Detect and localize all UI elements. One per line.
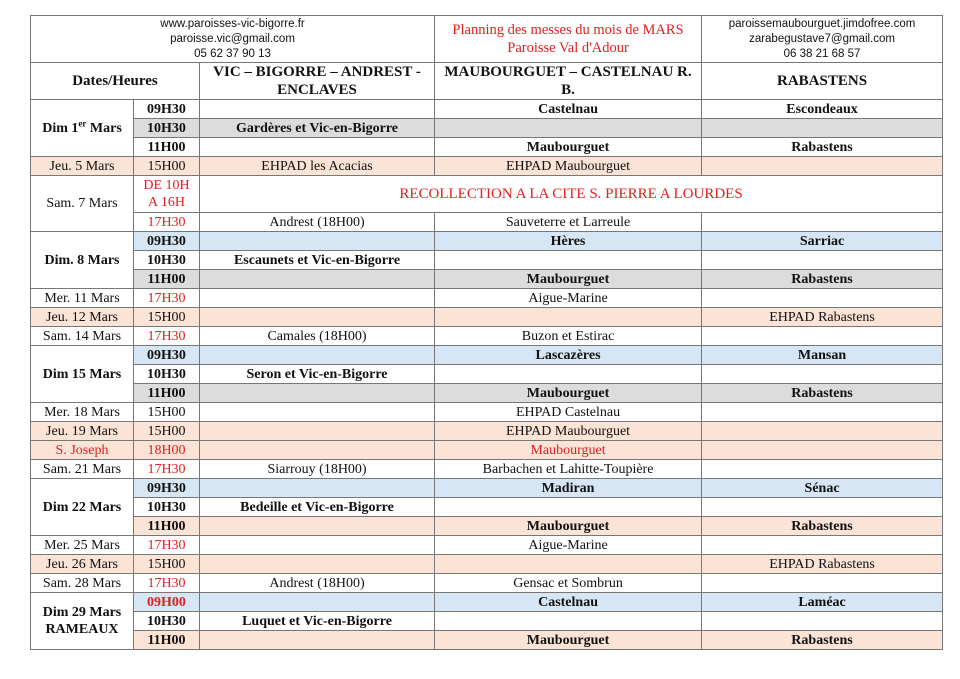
table-row bbox=[31, 232, 943, 251]
time-cell: 11H00 bbox=[134, 270, 200, 289]
vic-cell bbox=[200, 346, 435, 365]
vic-cell: Siarrouy (18H00) bbox=[200, 460, 435, 479]
rab-cell bbox=[702, 365, 943, 384]
vic-cell: Escaunets et Vic-en-Bigorre bbox=[200, 251, 435, 270]
time-cell: 11H00 bbox=[134, 631, 200, 650]
maubourguet-email-link[interactable]: zarabegustave7@gmail.com bbox=[749, 32, 895, 45]
rab-cell: Sarriac bbox=[702, 232, 943, 251]
vic-cell: Gardères et Vic-en-Bigorre bbox=[200, 119, 435, 138]
event-cell: RECOLLECTION A LA CITE S. PIERRE A LOURDES bbox=[200, 176, 943, 213]
vic-cell bbox=[200, 100, 435, 119]
date-cell: Dim 15 Mars bbox=[31, 346, 134, 403]
vic-cell: EHPAD les Acacias bbox=[200, 157, 435, 176]
col-header-dates: Dates/Heures bbox=[31, 63, 200, 100]
vic-cell bbox=[200, 138, 435, 157]
vic-cell bbox=[200, 479, 435, 498]
maubourguet-website-link[interactable]: paroissemaubourguet.jimdofree.com bbox=[728, 17, 916, 30]
rab-cell bbox=[702, 612, 943, 631]
date-cell: Jeu. 19 Mars bbox=[31, 422, 134, 441]
time-cell: 09H30 bbox=[134, 346, 200, 365]
vic-cell bbox=[200, 517, 435, 536]
maub-cell bbox=[435, 612, 702, 631]
rab-cell bbox=[702, 327, 943, 346]
date-cell: Jeu. 12 Mars bbox=[31, 308, 134, 327]
table-row bbox=[31, 593, 943, 612]
rab-cell: Sénac bbox=[702, 479, 943, 498]
time-cell: 15H00 bbox=[134, 422, 200, 441]
maub-cell: Castelnau bbox=[435, 593, 702, 612]
vic-cell: Luquet et Vic-en-Bigorre bbox=[200, 612, 435, 631]
vic-cell bbox=[200, 403, 435, 422]
time-cell: 10H30 bbox=[134, 251, 200, 270]
maub-cell: EHPAD Maubourguet bbox=[435, 157, 702, 176]
maub-cell: EHPAD Maubourguet bbox=[435, 422, 702, 441]
rab-cell: Laméac bbox=[702, 593, 943, 612]
rab-cell bbox=[702, 213, 943, 232]
rab-cell: Rabastens bbox=[702, 631, 943, 650]
vic-cell: Camales (18H00) bbox=[200, 327, 435, 346]
vic-cell bbox=[200, 422, 435, 441]
time-cell: 10H30 bbox=[134, 365, 200, 384]
table-row bbox=[31, 308, 943, 327]
date-superscript: er bbox=[78, 117, 87, 128]
maub-cell: Castelnau bbox=[435, 100, 702, 119]
table-row bbox=[31, 270, 943, 289]
date-cell: S. Joseph bbox=[31, 441, 134, 460]
rab-cell: Rabastens bbox=[702, 270, 943, 289]
table-row bbox=[31, 536, 943, 555]
time-cell: 11H00 bbox=[134, 517, 200, 536]
maub-cell: Hères bbox=[435, 232, 702, 251]
time-cell: 10H30 bbox=[134, 119, 200, 138]
maub-cell: Maubourguet bbox=[435, 517, 702, 536]
date-cell: Mer. 11 Mars bbox=[31, 289, 134, 308]
date-cell: Dim 22 Mars bbox=[31, 479, 134, 536]
vic-cell: Seron et Vic-en-Bigorre bbox=[200, 365, 435, 384]
date-cell: Mer. 25 Mars bbox=[31, 536, 134, 555]
maub-cell bbox=[435, 119, 702, 138]
date-cell: Dim. 8 Mars bbox=[31, 232, 134, 289]
title-line-2: Paroisse Val d'Adour bbox=[507, 40, 629, 56]
vic-cell bbox=[200, 631, 435, 650]
time-cell: 17H30 bbox=[134, 574, 200, 593]
maubourguet-phone: 06 38 21 68 57 bbox=[783, 47, 861, 60]
maub-cell: Barbachen et Lahitte-Toupière bbox=[435, 460, 702, 479]
time-cell bbox=[134, 176, 200, 213]
date-cell: Sam. 14 Mars bbox=[31, 327, 134, 346]
time-cell: 18H00 bbox=[134, 441, 200, 460]
rab-cell: EHPAD Rabastens bbox=[702, 555, 943, 574]
time-cell: 15H00 bbox=[134, 157, 200, 176]
vic-cell bbox=[200, 441, 435, 460]
time-cell: 17H30 bbox=[134, 536, 200, 555]
rab-cell: Escondeaux bbox=[702, 100, 943, 119]
maub-cell: Maubourguet bbox=[435, 138, 702, 157]
table-row bbox=[31, 460, 943, 479]
vic-cell bbox=[200, 384, 435, 403]
maub-cell: EHPAD Castelnau bbox=[435, 403, 702, 422]
time-cell: 09H30 bbox=[134, 100, 200, 119]
time-cell: 09H30 bbox=[134, 479, 200, 498]
maub-cell: Maubourguet bbox=[435, 384, 702, 403]
rab-cell: Mansan bbox=[702, 346, 943, 365]
rab-cell bbox=[702, 403, 943, 422]
maub-cell: Maubourguet bbox=[435, 270, 702, 289]
maub-cell bbox=[435, 251, 702, 270]
table-row bbox=[31, 498, 943, 517]
maub-cell bbox=[435, 498, 702, 517]
vic-phone: 05 62 37 90 13 bbox=[194, 47, 271, 60]
time-cell: 09H00 bbox=[134, 593, 200, 612]
maub-cell: Gensac et Sombrun bbox=[435, 574, 702, 593]
table-row bbox=[31, 327, 943, 346]
date-text: Dim 1 bbox=[42, 120, 79, 136]
vic-contact-block bbox=[31, 16, 435, 63]
maub-cell: Maubourguet bbox=[435, 441, 702, 460]
maub-cell: Buzon et Estirac bbox=[435, 327, 702, 346]
date-cell: Sam. 7 Mars bbox=[31, 176, 134, 232]
date-cell: Jeu. 5 Mars bbox=[31, 157, 134, 176]
vic-cell bbox=[200, 536, 435, 555]
table-row bbox=[31, 213, 943, 232]
date-text-rest: Mars bbox=[86, 120, 122, 136]
vic-cell: Andrest (18H00) bbox=[200, 213, 435, 232]
time-line-2: A 16H bbox=[148, 195, 185, 210]
maub-cell: Aigue-Marine bbox=[435, 536, 702, 555]
maub-cell: Lascazères bbox=[435, 346, 702, 365]
mass-schedule-table bbox=[30, 15, 943, 650]
date-cell bbox=[31, 593, 134, 650]
table-row bbox=[31, 119, 943, 138]
contact-row bbox=[31, 16, 943, 63]
rab-cell bbox=[702, 498, 943, 517]
table-row bbox=[31, 157, 943, 176]
date-cell: Mer. 18 Mars bbox=[31, 403, 134, 422]
vic-cell bbox=[200, 308, 435, 327]
title-line-1: Planning des messes du mois de MARS bbox=[452, 22, 684, 38]
time-line-1: DE 10H bbox=[143, 178, 190, 193]
time-cell: 10H30 bbox=[134, 612, 200, 631]
vic-cell bbox=[200, 232, 435, 251]
time-cell: 10H30 bbox=[134, 498, 200, 517]
rab-cell: Rabastens bbox=[702, 384, 943, 403]
rab-cell: Rabastens bbox=[702, 517, 943, 536]
date-cell: Sam. 28 Mars bbox=[31, 574, 134, 593]
time-cell: 15H00 bbox=[134, 308, 200, 327]
date-cell: Sam. 21 Mars bbox=[31, 460, 134, 479]
table-row bbox=[31, 555, 943, 574]
col-header-rabastens: RABASTENS bbox=[702, 63, 943, 100]
vic-cell bbox=[200, 270, 435, 289]
page-title bbox=[435, 16, 702, 63]
time-cell: 11H00 bbox=[134, 138, 200, 157]
table-row bbox=[31, 422, 943, 441]
table-row bbox=[31, 289, 943, 308]
table-row bbox=[31, 100, 943, 119]
rab-cell bbox=[702, 536, 943, 555]
rab-cell bbox=[702, 119, 943, 138]
time-cell: 11H00 bbox=[134, 384, 200, 403]
table-row bbox=[31, 631, 943, 650]
maub-cell: Sauveterre et Larreule bbox=[435, 213, 702, 232]
col-header-maubourguet: MAUBOURGUET – CASTELNAU R. B. bbox=[435, 63, 702, 100]
rab-cell: Rabastens bbox=[702, 138, 943, 157]
date-cell bbox=[31, 100, 134, 157]
time-cell: 15H00 bbox=[134, 403, 200, 422]
table-row bbox=[31, 574, 943, 593]
rab-cell bbox=[702, 422, 943, 441]
vic-website-link[interactable]: www.paroisses-vic-bigorre.fr bbox=[160, 17, 305, 30]
time-cell: 17H30 bbox=[134, 460, 200, 479]
rab-cell bbox=[702, 157, 943, 176]
date-text: Dim 29 Mars bbox=[42, 605, 122, 620]
table-row bbox=[31, 384, 943, 403]
table-row bbox=[31, 441, 943, 460]
rab-cell bbox=[702, 460, 943, 479]
maub-cell: Madiran bbox=[435, 479, 702, 498]
table-row bbox=[31, 138, 943, 157]
time-cell: 17H30 bbox=[134, 213, 200, 232]
maub-cell bbox=[435, 365, 702, 384]
maubourguet-contact-block bbox=[702, 16, 943, 63]
rab-cell bbox=[702, 289, 943, 308]
table-row bbox=[31, 403, 943, 422]
date-cell: Jeu. 26 Mars bbox=[31, 555, 134, 574]
vic-cell: Andrest (18H00) bbox=[200, 574, 435, 593]
table-row bbox=[31, 251, 943, 270]
vic-email-link[interactable]: paroisse.vic@gmail.com bbox=[170, 32, 295, 45]
table-row bbox=[31, 612, 943, 631]
rab-cell bbox=[702, 441, 943, 460]
rab-cell bbox=[702, 574, 943, 593]
column-header-row bbox=[31, 63, 943, 100]
time-cell: 17H30 bbox=[134, 289, 200, 308]
table-row bbox=[31, 517, 943, 536]
vic-cell bbox=[200, 289, 435, 308]
vic-cell bbox=[200, 593, 435, 612]
table-row bbox=[31, 365, 943, 384]
maub-cell: Maubourguet bbox=[435, 631, 702, 650]
table-row bbox=[31, 479, 943, 498]
feast-label: RAMEAUX bbox=[45, 622, 119, 637]
maub-cell bbox=[435, 308, 702, 327]
maub-cell: Aigue-Marine bbox=[435, 289, 702, 308]
vic-cell: Bedeille et Vic-en-Bigorre bbox=[200, 498, 435, 517]
table-row bbox=[31, 346, 943, 365]
rab-cell: EHPAD Rabastens bbox=[702, 308, 943, 327]
rab-cell bbox=[702, 251, 943, 270]
time-cell: 15H00 bbox=[134, 555, 200, 574]
time-cell: 17H30 bbox=[134, 327, 200, 346]
time-cell: 09H30 bbox=[134, 232, 200, 251]
col-header-vic: VIC – BIGORRE – ANDREST - ENCLAVES bbox=[200, 63, 435, 100]
vic-cell bbox=[200, 555, 435, 574]
table-row bbox=[31, 176, 943, 213]
maub-cell bbox=[435, 555, 702, 574]
